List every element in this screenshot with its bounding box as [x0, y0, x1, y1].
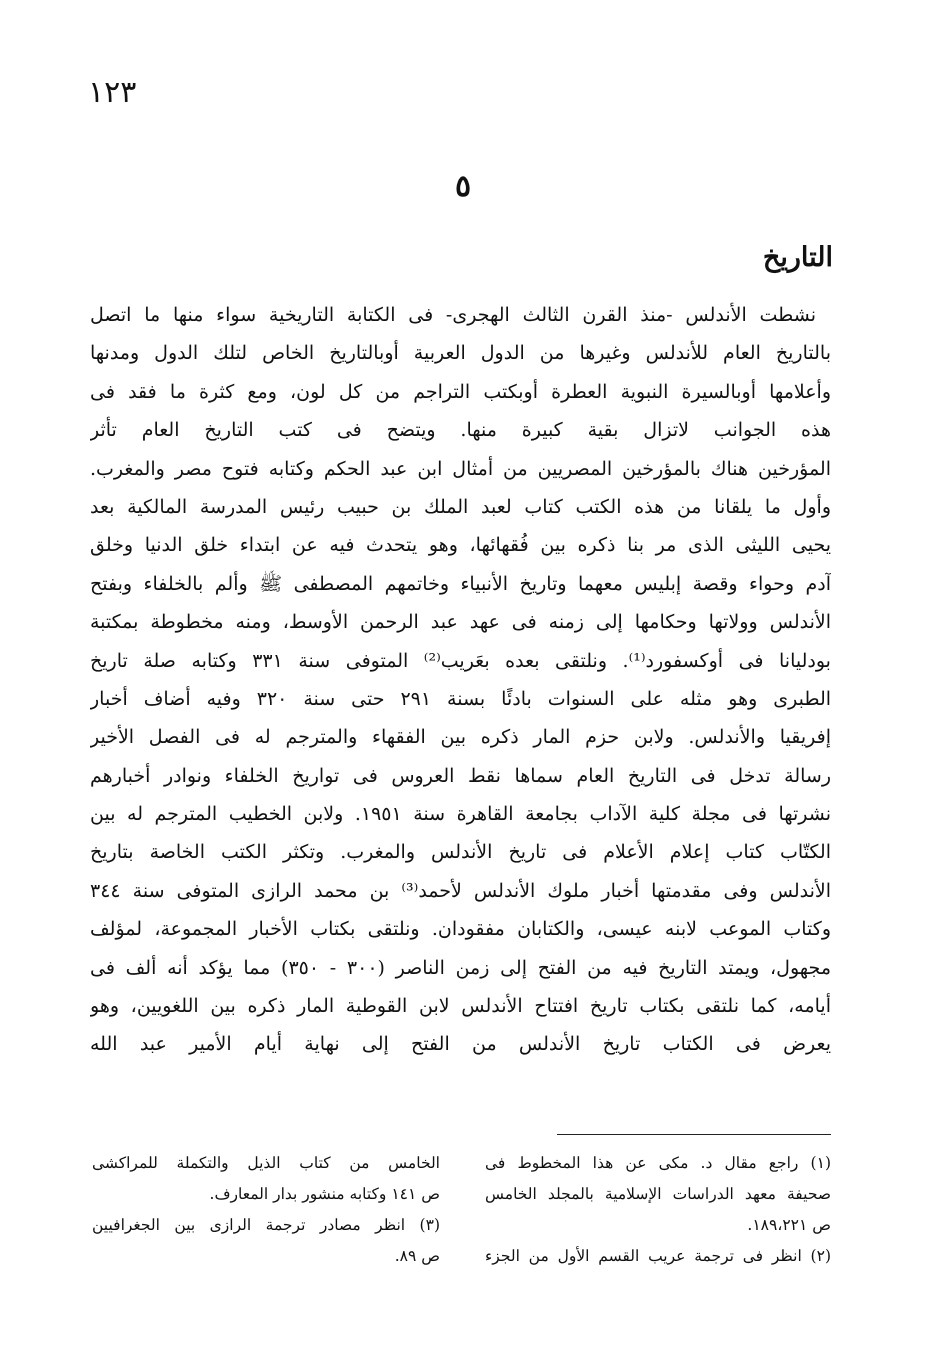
body-line: نشطت الأندلس -منذ القرن الثالث الهجرى- فى الكتابة التاريخية سواء منها ما اتصل: [90, 304, 816, 326]
body-line: إفريقيا والأندلس. ولابن حزم المار ذكره بين الفقهاء والمترجم له فى الفصل الأخير: [90, 726, 831, 749]
footnote-line: ص ١٨٩،٢٢١.: [747, 1216, 831, 1234]
body-line: وأول ما يلقانا من هذه الكتب كتاب لعبد الملك بن حبيب رئيس المدرسة المالكية بعد: [90, 495, 831, 518]
footnote-line: ص ٨٩.: [394, 1247, 440, 1265]
body-line: الكتّاب كتاب إعلام الأعلام فى تاريخ الأندلس والمغرب. وتكثر الكتب الخاصة بتاريخ: [90, 841, 831, 864]
footnote-divider: [557, 1134, 831, 1135]
body-line: رسالة تدخل فى التاريخ العام سماها نقط العروس فى تواريخ الخلفاء ونوادر أخبارهم: [90, 764, 831, 787]
body-line: يعرض فى الكتاب تاريخ الأندلس من الفتح إلى نهاية أيام الأمير عبد الله: [90, 1033, 831, 1056]
footnote-line: (٣) انظر مصادر ترجمة الرازى بين الجغرافيين: [92, 1216, 440, 1234]
footnote-line: صحيفة معهد الدراسات الإسلامية بالمجلد الخامس: [485, 1185, 831, 1203]
body-line: الأندلس وولاتها وحكامها إلى زمنه فى عهد عبد الرحمن الأوسط، ومنه مخطوطة بمكتبة: [90, 611, 831, 634]
body-line: يحيى الليثى الذى مر بنا ذكره بين فُقهائها، وهو يتحدث فيه عن ابتداء خلق الدنيا وخلق: [90, 534, 831, 557]
footnote-line: (٢) انظر فى ترجمة عريب القسم الأول من الجزء: [485, 1247, 831, 1265]
footnote-line: الخامس من كتاب الذيل والتكملة للمراكشى: [92, 1154, 440, 1172]
body-line: وأعلامها أوبالسيرة النبوية العطرة أوبكتب التراجم من كل لون، ومع كثرة ما فقد فى: [90, 380, 831, 403]
body-line: الطبرى وهو مثله على السنوات بادئًا بسنة ٢٩١ حتى سنة ٣٢٠ وفيه أضاف أخبار: [90, 687, 831, 710]
footnotes-right-column: [485, 1148, 831, 1272]
section-title: التاريخ: [762, 242, 833, 273]
body-text: [90, 296, 831, 1064]
body-line: وكتاب الموعب لابنه عيسى، والكتابان مفقودان. ونلتقى بكتاب الأخبار المجموعة، لمؤلف: [90, 918, 831, 941]
body-line: أيامه، كما نلتقى بكتاب تاريخ افتتاح الأندلس لابن القوطية المار ذكره بين اللغويين، وهو: [90, 995, 831, 1018]
page-number: ١٢٣: [88, 75, 137, 110]
body-line: بالتاريخ العام للأندلس وغيرها من الدول العربية أوبالتاريخ الخاص لتلك الدول ومدنها: [90, 342, 831, 365]
footnote-line: (١) راجع مقال د. مكى عن هذا المخطوط فى: [485, 1154, 831, 1172]
body-line: نشرتها فى مجلة كلية الآداب بجامعة القاهرة سنة ١٩٥١. ولابن الخطيب المترجم له بين: [90, 803, 831, 826]
body-line: الأندلس وفى مقدمتها أخبار ملوك الأندلس لأحمد⁽³⁾ بن محمد الرازى المتوفى سنة ٣٤٤: [90, 879, 831, 902]
body-line: المؤرخين هناك بالمؤرخين المصريين من أمثال ابن عبد الحكم وكتابه فتوح مصر والمغرب.: [90, 457, 831, 480]
body-line: مجهول، ويمتد التاريخ فيه من الفتح إلى زمن الناصر (٣٠٠ - ٣٥٠) مما يؤكد أنه ألف فى: [90, 956, 831, 979]
chapter-number: ٥: [454, 169, 472, 204]
body-line: هذه الجوانب لاتزال بقية كبيرة منها. ويتضح فى كتب التاريخ العام تأثر: [90, 419, 831, 442]
body-line: بودليانا فى أوكسفورد⁽¹⁾. ونلتقى بعده بعَريب⁽²⁾ المتوفى سنة ٣٣١ وكتابه صلة تاريخ: [90, 649, 831, 672]
footnotes-left-column: [92, 1148, 440, 1272]
footnote-line: ص ١٤١ وكتابه منشور بدار المعارف.: [209, 1185, 440, 1203]
body-line: آدم وحواء وقصة إبليس معهما وتاريخ الأنبياء وخاتمهم المصطفى ﷺ وألم بالخلفاء وبفتح: [90, 572, 831, 595]
